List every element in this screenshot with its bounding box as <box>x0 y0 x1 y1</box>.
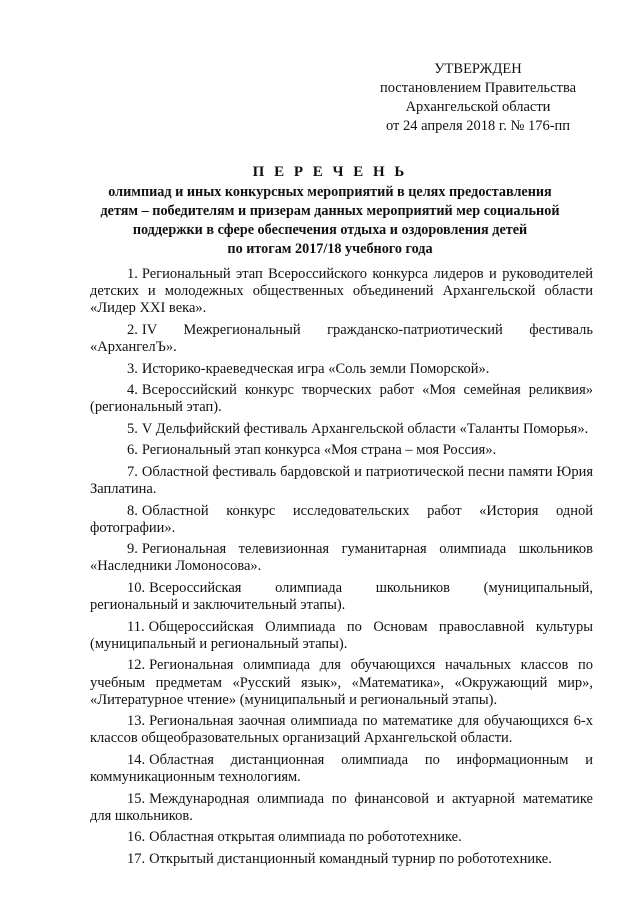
list-item-text: Региональный этап конкурса «Моя страна – моя Россия». <box>141 442 497 459</box>
list-item-text: Региональная олимпиада для обучающихся начальных классов по учебным предметам «Русский язык», «Математика», «Окружающий мир», «Литературное чтение» (муниципальный и региональный этапы). <box>90 657 593 708</box>
title-main: П Е Р Е Ч Е Н Ь <box>252 164 408 180</box>
list-item <box>90 580 593 614</box>
list-item <box>90 503 593 537</box>
title-subtitle-line: детям – победителям и призерам данных мероприятий мер социальной <box>100 203 560 219</box>
list-item <box>90 791 593 825</box>
approval-heading: УТВЕРЖДЕН <box>434 61 522 77</box>
list-item <box>90 322 593 356</box>
list-item-text: Всероссийская олимпиада школьников (муниципальный, региональный и заключительный этапы). <box>90 579 593 614</box>
list-item-number: 7. <box>127 463 138 480</box>
list-item-text: Всероссийский конкурс творческих работ «Моя семейная реликвия» (региональный этап). <box>90 382 593 416</box>
list-item-number: 13. <box>127 713 146 730</box>
list-item-text: V Дельфийский фестиваль Архангельской области «Таланты Поморья». <box>141 420 589 437</box>
list-item-text: Областной конкурс исследовательских работ «История одной фотографии». <box>90 502 593 536</box>
list-item-text: Историко-краеведческая игра «Соль земли Поморской». <box>141 360 490 377</box>
list-item-text: IV Межрегиональный гражданско-патриотический фестиваль «АрхангелЪ». <box>90 321 593 356</box>
list-item <box>90 464 593 498</box>
approval-line: постановлением Правительства <box>379 80 577 96</box>
approval-block <box>360 60 596 136</box>
document-title <box>70 162 590 259</box>
list-item-number: 5. <box>127 420 138 437</box>
list-item-number: 3. <box>127 360 138 377</box>
list-item-number: 14. <box>127 751 146 768</box>
events-list <box>90 266 593 872</box>
list-item <box>90 619 593 653</box>
list-item-number: 17. <box>127 850 146 867</box>
list-item-number: 16. <box>127 829 146 846</box>
list-item <box>90 266 593 318</box>
list-item-number: 4. <box>127 382 138 399</box>
list-item <box>90 851 593 868</box>
list-item-number: 8. <box>127 502 138 519</box>
list-item-text: Региональная заочная олимпиада по математике для обучающихся 6-х классов общеобразовательных организаций Архангельской области. <box>90 713 593 747</box>
title-subtitle-line: по итогам 2017/18 учебного года <box>227 241 433 257</box>
list-item <box>90 752 593 786</box>
list-item-text: Областной фестиваль бардовской и патриотической песни памяти Юрия Заплатина. <box>90 463 593 498</box>
list-item-text: Региональная телевизионная гуманитарная олимпиада школьников «Наследники Ломоносова». <box>90 541 593 575</box>
list-item-text: Региональный этап Всероссийского конкурса лидеров и руководителей детских и молодежных общественных объединений Архангельской области «Лидер XXI века». <box>90 266 593 317</box>
list-item <box>90 657 593 709</box>
list-item-number: 12. <box>127 657 146 674</box>
list-item-number: 11. <box>127 618 145 635</box>
list-item-number: 10. <box>127 579 146 596</box>
list-item <box>90 829 593 846</box>
title-subtitle-line: олимпиад и иных конкурсных мероприятий в целях предоставления <box>108 184 552 200</box>
list-item <box>90 421 593 438</box>
list-item-text: Общероссийская Олимпиада по Основам православной культуры (муниципальный и региональный этапы). <box>90 618 593 652</box>
list-item-number: 9. <box>127 541 138 558</box>
list-item-number: 6. <box>127 442 138 459</box>
list-item <box>90 713 593 747</box>
list-item <box>90 541 593 575</box>
list-item-number: 15. <box>127 790 146 807</box>
approval-line: Архангельской области <box>405 99 551 115</box>
list-item <box>90 382 593 416</box>
list-item <box>90 442 593 459</box>
approval-date-line: от 24 апреля 2018 г. № 176-пп <box>385 118 571 134</box>
list-item-text: Международная олимпиада по финансовой и актуарной математике для школьников. <box>90 790 593 824</box>
list-item-text: Открытый дистанционный командный турнир по робототехнике. <box>149 850 552 867</box>
list-item-text: Областная открытая олимпиада по робототехнике. <box>149 829 462 846</box>
list-item-number: 2. <box>127 321 138 338</box>
title-subtitle-line: поддержки в сфере обеспечения отдыха и оздоровления детей <box>132 222 528 238</box>
list-item-text: Областная дистанционная олимпиада по информационным и коммуникационным технологиям. <box>90 751 593 786</box>
list-item-number: 1. <box>127 266 138 282</box>
list-item <box>90 361 593 378</box>
